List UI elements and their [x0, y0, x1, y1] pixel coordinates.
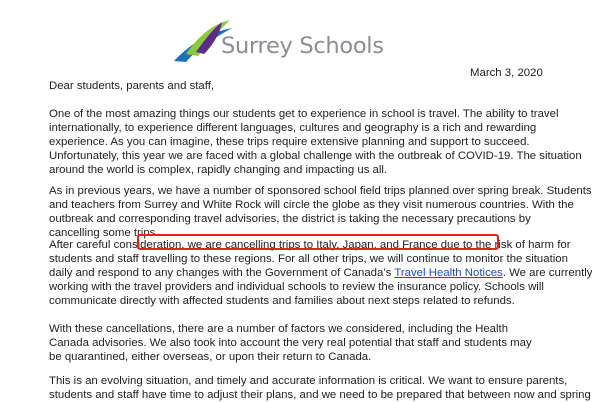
paragraph-3-lead: After careful consideration,: [49, 239, 185, 251]
paragraph-5-line: This is an evolving situation, and timely and accurate information is critical. We want to ensure parents,: [49, 375, 568, 387]
paragraph-3-text: daily and respond to any changes with the Government of Canada’s: [49, 267, 392, 279]
paragraph-3-text: . We are currently: [502, 267, 592, 279]
paragraph-4-line: With these cancellations, there are a number of factors we considered, including the Health: [49, 323, 509, 335]
paragraph-4-line: Canada advisories. We also took into account the very real potential that staff and students may: [49, 337, 532, 349]
paragraph-2-line: cancelling some trips.: [49, 227, 159, 239]
letter-date: March 3, 2020: [470, 67, 543, 79]
paragraph-5-line: students and staff have time to adjust their plans, and we need to be prepared that between now and spring: [49, 389, 591, 401]
greeting: Dear students, parents and staff,: [49, 80, 215, 92]
highlight-box: [137, 234, 499, 250]
paragraph-3-line: communicate directly with affected students and families about next steps related to refunds.: [49, 295, 515, 307]
paragraph-1-line: internationally, to experience different languages, cultures and geography is a rich and rewarding: [49, 122, 537, 134]
paragraph-1-line: One of the most amazing things our students get to experience in school is travel. The ability to travel: [49, 108, 559, 120]
paragraph-1-line: around the world is complex, rapidly changing and impacting us all.: [49, 164, 388, 176]
highlighted-sentence: we are cancelling trips to Italy, Japan, and France due to the risk of harm for: [184, 239, 571, 251]
paragraph-2-line: and teachers from Surrey and White Rock will circle the globe as they visit numerous countries. With the: [49, 199, 574, 211]
brand-name: Surrey Schools: [221, 33, 384, 59]
paragraph-4-line: be quarantined, either overseas, or upon their return to Canada.: [49, 351, 372, 363]
paragraph-3-line: working with the travel providers and individual schools to review the insurance policy. Schools will: [49, 281, 544, 293]
paragraph-2-line: outbreak and corresponding travel advisories, the district is taking the necessary precautions by: [49, 213, 531, 225]
paragraph-2-line: As in previous years, we have a number of sponsored school field trips planned over spring break. Students: [49, 185, 592, 197]
paragraph-3-line: [49, 266, 592, 280]
paragraph-1-line: Unfortunately, this year we are faced with a global challenge with the outbreak of COVID-19. The situation: [49, 150, 582, 162]
travel-health-notices-link[interactable]: Travel Health Notices: [394, 267, 503, 279]
paragraph-3-line: students and staff travelling to these regions. For all other trips, we will continue to monitor the situation: [49, 253, 568, 265]
paragraph-1-line: experience. As you can imagine, these trips require extensive planning and support to succeed.: [49, 136, 530, 148]
